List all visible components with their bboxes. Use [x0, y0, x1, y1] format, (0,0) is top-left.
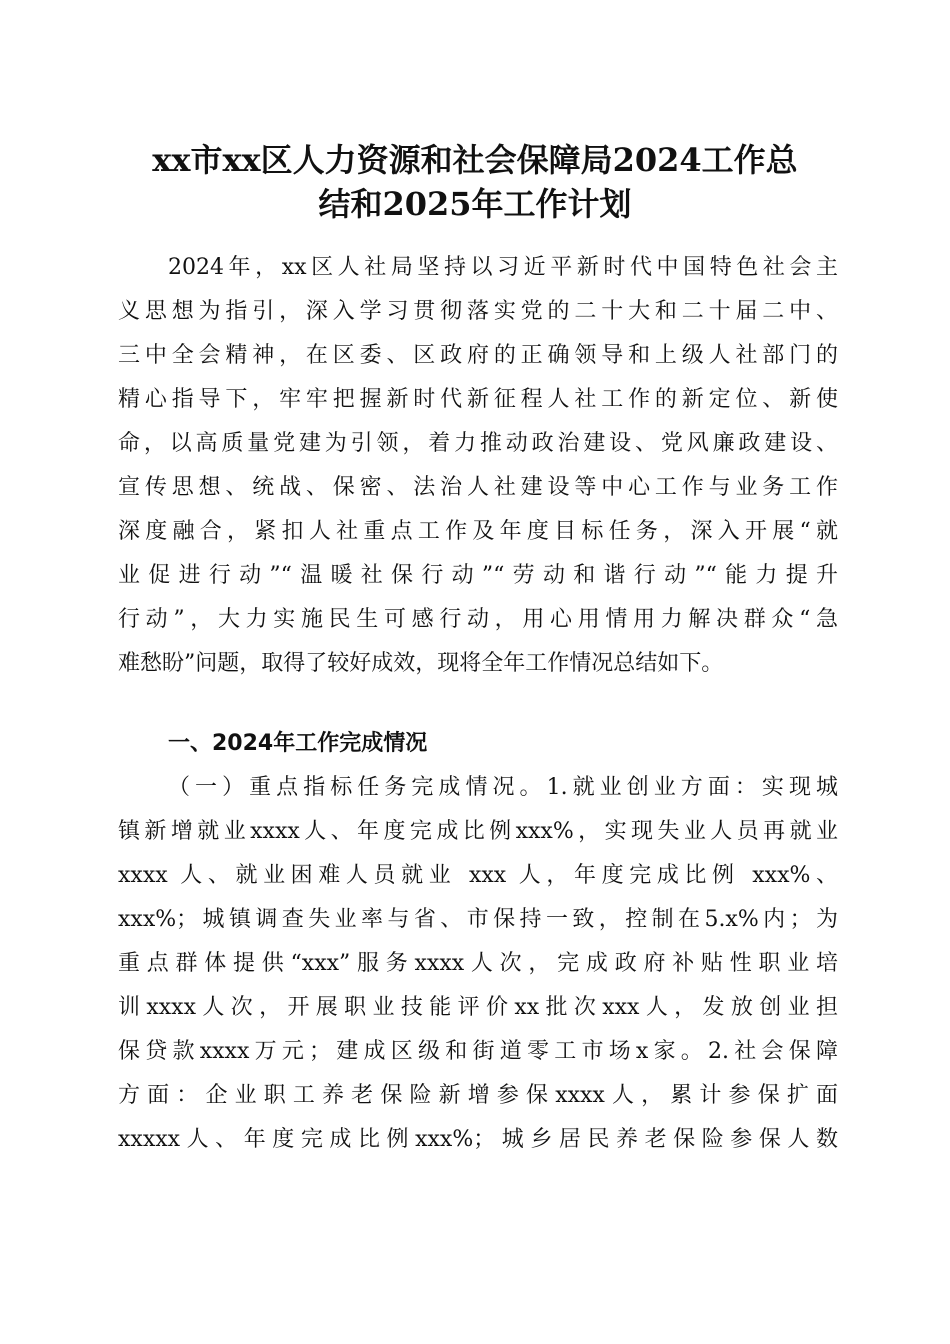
body-line: xxxxx人、年度完成比例xxx%；城乡居民养老保险参保人数 [118, 1127, 838, 1152]
intro-line: 义思想为指引，深入学习贯彻落实党的二十大和二十届二中、 [118, 299, 838, 324]
intro-line: 精心指导下，牢牢把握新时代新征程人社工作的新定位、新使 [118, 387, 838, 412]
body-line: xxx%；城镇调查失业率与省、市保持一致，控制在5.x%内；为 [118, 907, 838, 932]
body-line: 重点群体提供“xxx”服务xxxx人次，完成政府补贴性职业培 [118, 951, 838, 976]
body-line: 训xxxx人次，开展职业技能评价xx批次xxx人，发放创业担 [118, 995, 838, 1020]
intro-line: 宣传思想、统战、保密、法治人社建设等中心工作与业务工作 [118, 475, 838, 500]
intro-line: 深度融合，紧扣人社重点工作及年度目标任务，深入开展“就 [118, 519, 838, 544]
intro-line: 难愁盼”问题，取得了较好成效，现将全年工作情况总结如下。 [118, 651, 724, 676]
body-line: 镇新增就业xxxx人、年度完成比例xxx%，实现失业人员再就业 [118, 819, 838, 844]
body-line: xxxx 人、就业困难人员就业 xxx 人，年度完成比例 xxx%、 [118, 863, 838, 888]
title-line: 结和2025年工作计划 [318, 185, 632, 223]
body-line: （一）重点指标任务完成情况。1.就业创业方面：实现城 [168, 775, 838, 800]
title-line: xx市xx区人力资源和社会保障局2024工作总 [152, 141, 798, 179]
intro-line: 业促进行动”“温暖社保行动”“劳动和谐行动”“能力提升 [118, 563, 838, 588]
section-heading: 一、2024年工作完成情况 [168, 731, 428, 756]
body-line: 方面：企业职工养老保险新增参保xxxx人，累计参保扩面 [118, 1083, 838, 1108]
intro-line: 行动”，大力实施民生可感行动，用心用情用力解决群众“急 [118, 607, 838, 632]
intro-line: 2024年，xx区人社局坚持以习近平新时代中国特色社会主 [168, 255, 838, 280]
body-line: 保贷款xxxx万元；建成区级和街道零工市场x家。2.社会保障 [118, 1039, 838, 1064]
intro-line: 命，以高质量党建为引领，着力推动政治建设、党风廉政建设、 [118, 431, 838, 456]
document-title [100, 138, 850, 226]
intro-line: 三中全会精神，在区委、区政府的正确领导和上级人社部门的 [118, 343, 838, 368]
